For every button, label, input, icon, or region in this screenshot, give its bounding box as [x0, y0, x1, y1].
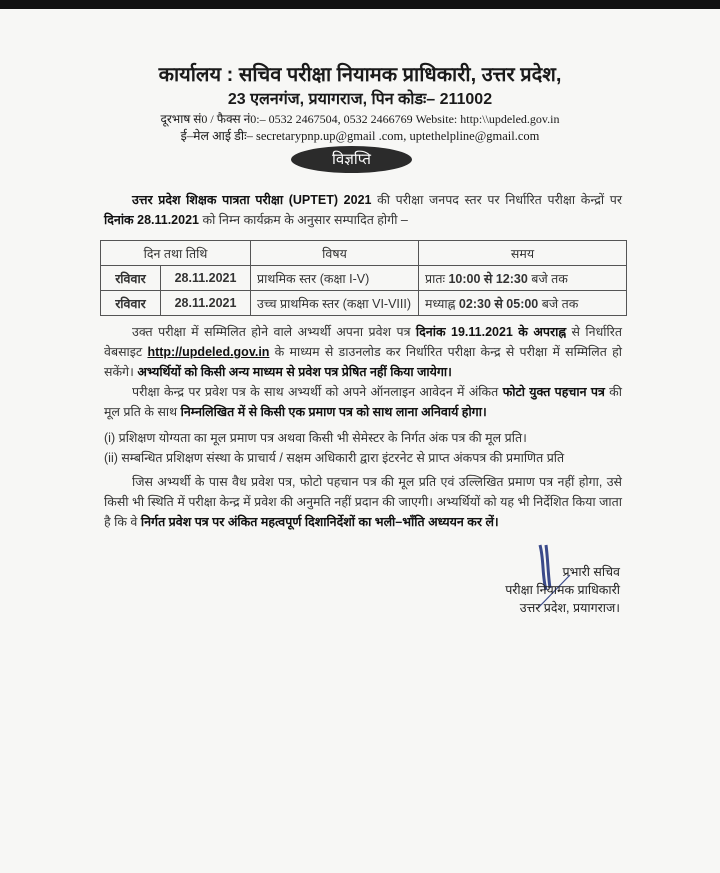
text: प्रातः: [425, 271, 449, 286]
subject-cell: प्राथमिक स्तर (कक्षा I-V): [251, 266, 419, 291]
time-range: 02:30 से 05:00: [458, 296, 539, 311]
admit-card-warning: अभ्यर्थियों को किसी अन्य माध्यम से प्रवेश पत्र प्रेषित नहीं किया जायेगा।: [137, 365, 452, 379]
top-black-bar: [0, 0, 720, 9]
text: के माध्यम से डाउनलोड कर निर्धारित परीक्षा केन्द्र से परीक्षा में सम्मिलित हो सकेंगे।: [104, 345, 622, 379]
signatory-authority: परीक्षा नियामक प्राधिकारी: [505, 583, 620, 597]
intro-paragraph: [104, 190, 622, 230]
notice-title-badge: विज्ञप्ति: [291, 146, 412, 173]
guidelines-text: निर्गत प्रवेश पत्र पर अंकित महत्वपूर्ण दिशानिर्देशों का भली–भाँति अध्ययन कर लें।: [140, 515, 499, 529]
text: बजे तक: [527, 271, 568, 286]
text: मध्याह्न: [425, 296, 459, 311]
header-day-date: दिन तथा तिथि: [101, 241, 251, 266]
exam-schedule-table: [100, 240, 627, 316]
header-time: समय: [419, 241, 627, 266]
time-cell: [419, 266, 627, 291]
subject-cell: उच्च प्राथमिक स्तर (कक्षा VI-VIII): [251, 291, 419, 316]
text: की परीक्षा जनपद स्तर पर निर्धारित परीक्षा केन्द्रों पर: [371, 193, 622, 207]
contact-phone-website: दूरभाष सं0 / फैक्स नं0:– 0532 2467504, 0532 2466769 Website: http:\\updeled.gov.in: [160, 112, 560, 126]
time-cell: [419, 291, 627, 316]
time-range: 10:00 से 12:30: [448, 271, 528, 286]
certificate-list: [104, 428, 622, 468]
admit-card-paragraph: [104, 322, 622, 382]
entry-denial-paragraph: [104, 472, 622, 532]
exam-date: दिनांक 28.11.2021: [104, 213, 199, 227]
table-row: [101, 266, 627, 291]
day-cell: रविवार: [101, 266, 161, 291]
header-subject: विषय: [251, 241, 419, 266]
table-header-row: [101, 241, 627, 266]
text: बजे तक: [538, 296, 579, 311]
signatory-location: उत्तर प्रदेश, प्रयागराज।: [519, 601, 620, 615]
date-cell: 28.11.2021: [161, 266, 251, 291]
date-cell: 28.11.2021: [161, 291, 251, 316]
text: जिस अभ्यर्थी के पास वैध प्रवेश पत्र, फोटो पहचान पत्र की मूल प्रति एवं उल्लिखित प्रमाण पत्र नहीं होगा, उसे किसी भी स्थिति में परीक्षा केन्द्र में प्रवेश की अनुमति नहीं प्रदान की जाएगी। अभ्यर्थियों को यह भी निर्देशित किया जाता है कि वे: [104, 475, 622, 529]
signature-block: [470, 563, 620, 617]
text: उक्त परीक्षा में सम्मिलित होने वाले अभ्यर्थी अपना प्रवेश पत्र: [132, 325, 416, 339]
id-proof-paragraph: [104, 382, 622, 422]
table-row: [101, 291, 627, 316]
list-item: (i) प्रशिक्षण योग्यता का मूल प्रमाण पत्र अथवा किसी भी सेमेस्टर के निर्गत अंक पत्र की मूल प्रति।: [104, 431, 527, 445]
exam-name: उत्तर प्रदेश शिक्षक पात्रता परीक्षा (UPTET) 2021: [132, 193, 372, 207]
signatory-title: प्रभारी सचिव: [562, 565, 620, 579]
text: परीक्षा केन्द्र पर प्रवेश पत्र के साथ अभ्यर्थी को अपने ऑनलाइन आवेदन में अंकित: [132, 385, 503, 399]
mandatory-certificate-text: निम्नलिखित में से किसी एक प्रमाण पत्र को साथ लाना अनिवार्य होगा।: [180, 405, 487, 419]
day-cell: रविवार: [101, 291, 161, 316]
website-link[interactable]: http://updeled.gov.in: [147, 345, 270, 359]
text: की मूल प्रति के साथ: [104, 385, 622, 419]
list-item: (ii) सम्बन्धित प्रशिक्षण संस्था के प्राचार्य / सक्षम अधिकारी द्वारा इंटरनेट से प्राप्त अंकपत्र की प्रमाणित प्रति: [104, 451, 565, 465]
office-address: 23 एलनगंज, प्रयागराज, पिन कोडः– 211002: [227, 91, 493, 108]
text: से निर्धारित वेबसाइट: [104, 325, 622, 359]
office-title: कार्यालय : सचिव परीक्षा नियामक प्राधिकारी, उत्तर प्रदेश,: [158, 64, 562, 86]
photo-id-text: फोटो युक्त पहचान पत्र: [502, 385, 605, 399]
contact-email: ई–मेल आई डीः– secretarypnp.up@gmail .com, uptethelpline@gmail.com: [180, 129, 540, 143]
text: को निम्न कार्यक्रम के अनुसार सम्पादित होगी –: [199, 213, 408, 227]
admit-card-date: दिनांक 19.11.2021 के अपराह्न: [415, 325, 567, 339]
